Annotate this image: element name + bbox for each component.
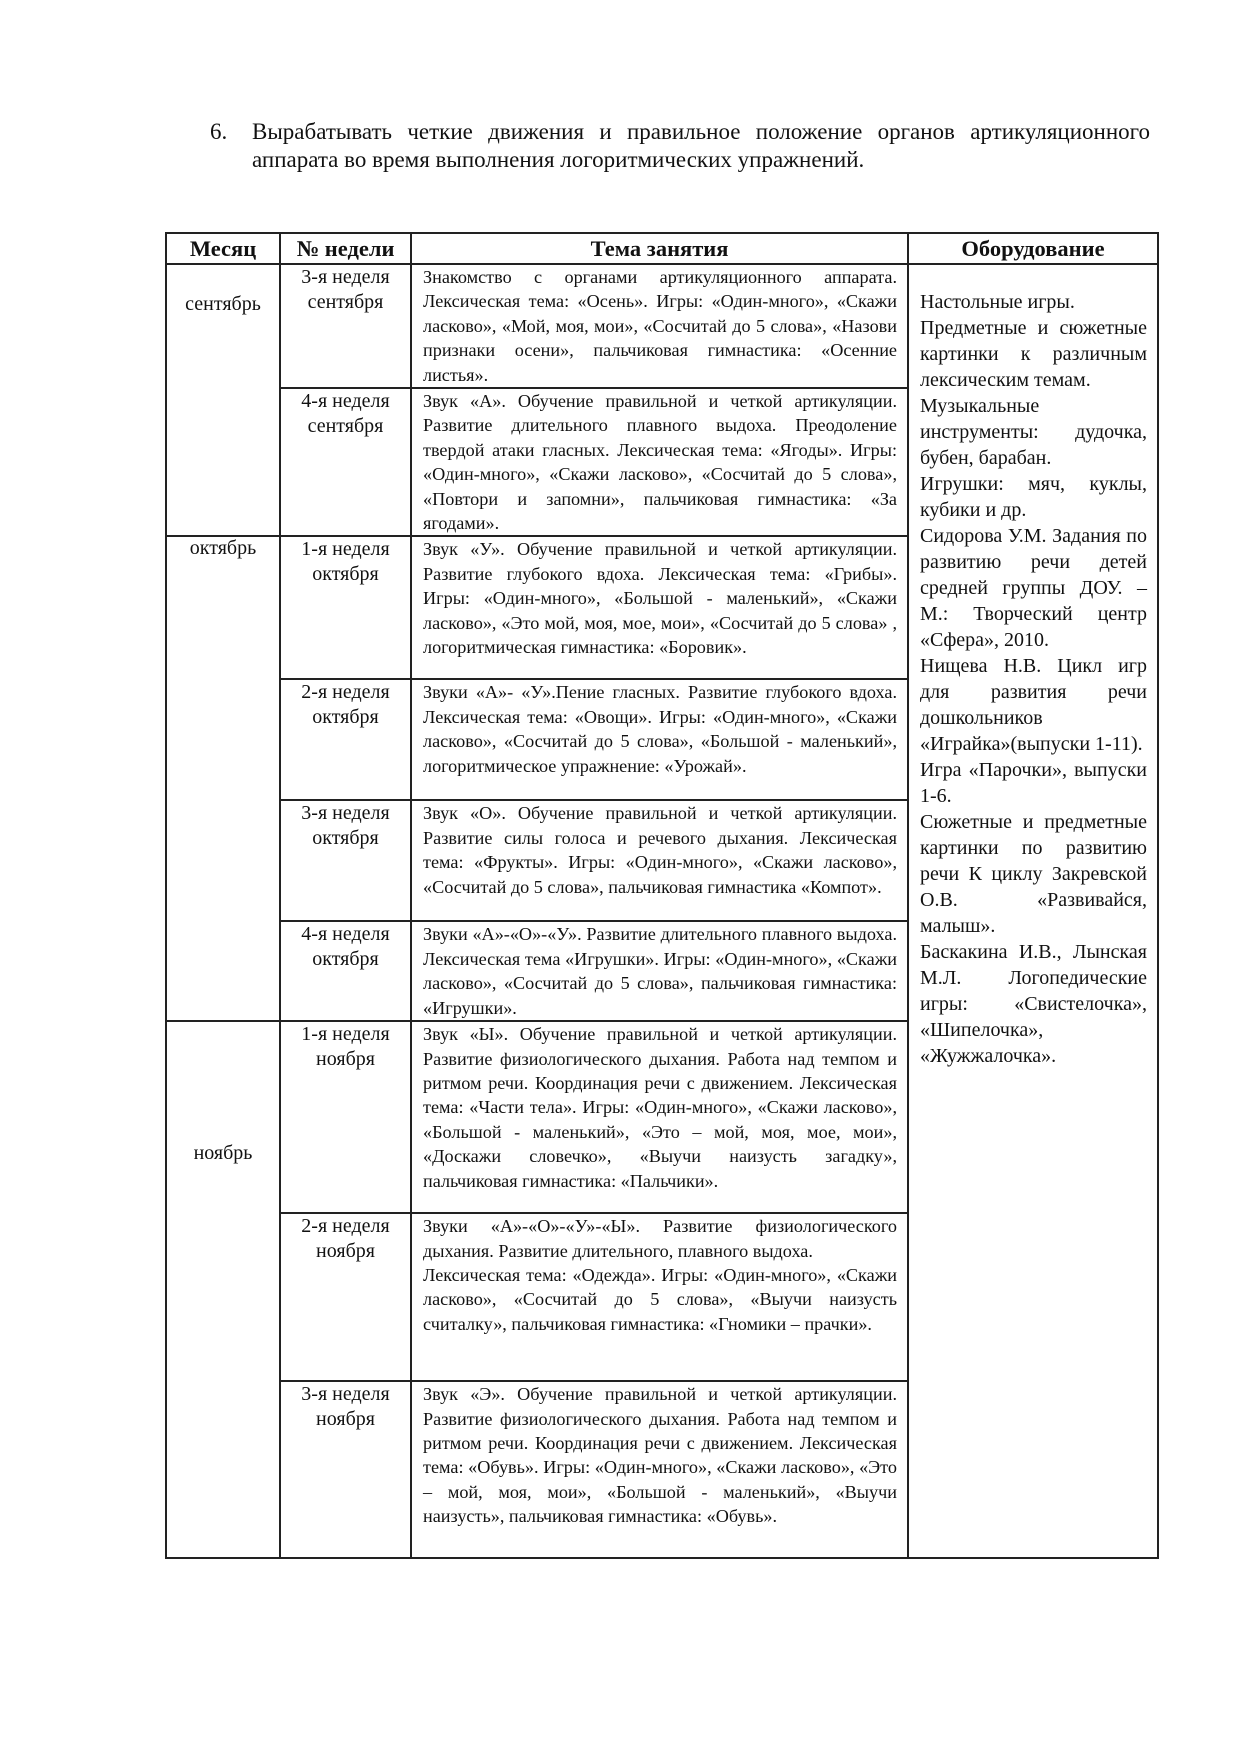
equipment-item: Сюжетные и предметные картинки по развитию речи К циклу Закревской О.В. «Развивайся, малыш». xyxy=(920,811,1147,937)
equipment-item: Настольные игры. xyxy=(920,291,1075,313)
topic-cell xyxy=(411,800,908,921)
header-equipment: Оборудование xyxy=(908,233,1158,264)
week-month: ноября xyxy=(316,1240,375,1263)
week-cell xyxy=(280,679,411,800)
week-cell xyxy=(280,800,411,921)
topic-text: Лексическая тема: «Одежда». Игры: «Один-много», «Скажи ласково», «Сосчитай до 5 слова», «Выучи наизусть считалку», пальчиковая гимнастика: «Гномики – прачки». xyxy=(423,1264,897,1334)
topic-text: Звуки «А»- «У».Пение гласных. Развитие глубокого вдоха. Лексическая тема: «Овощи». Игры: «Один-много», «Скажи ласково», «Сосчитай до 5 слова», «Большой - маленький», логоритмическое упражнение: «Урожай». xyxy=(423,682,897,776)
week-month: октября xyxy=(312,563,379,586)
topic-cell xyxy=(411,536,908,679)
week-cell xyxy=(280,388,411,536)
list-number: 6. xyxy=(210,119,228,144)
equipment-item: Предметные и сюжетные картинки к различным лексическим темам. xyxy=(920,317,1147,391)
week-cell xyxy=(280,536,411,679)
topic-cell xyxy=(411,1381,908,1558)
week-number: 4-я неделя xyxy=(301,390,390,413)
week-number: 4-я неделя xyxy=(301,923,390,946)
table-header-row xyxy=(166,233,1158,264)
equipment-spacer xyxy=(920,265,1147,289)
topic-text: Звук «Э». Обучение правильной и четкой артикуляции. Развитие физиологического дыхания. Работа над темпом и ритмом речи. Координация речи с движением. Лексическая тема: «Обувь». Игры: «Один-много», «Скажи ласково», «Это – мой, моя, мои», «Большой - маленький», «Выучи наизусть», пальчиковая гимнастика: «Обувь». xyxy=(423,1384,897,1527)
lesson-plan-table xyxy=(165,232,1159,1559)
equipment-item: Баскакина И.В., Лынская М.Л. Логопедические игры: «Свистелочка», «Шипелочка», «Жужжалочка». xyxy=(920,941,1147,1067)
week-cell xyxy=(280,1381,411,1558)
table-row xyxy=(166,264,1158,388)
equipment-item: Нищева Н.В. Цикл игр для развития речи дошкольников «Играйка»(выпуски 1-11). xyxy=(920,655,1147,755)
week-month: ноября xyxy=(316,1408,375,1431)
week-number: 3-я неделя xyxy=(301,266,390,288)
week-cell xyxy=(280,921,411,1021)
equipment-item: Сидорова У.М. Задания по развитию речи детей средней группы ДОУ. – М.: Творческий центр «Сфера», 2010. xyxy=(920,525,1147,651)
week-cell xyxy=(280,1213,411,1381)
week-number: 3-я неделя xyxy=(301,1383,390,1406)
week-month: октября xyxy=(312,827,379,850)
intro-list-item xyxy=(210,118,1150,174)
equipment-item: Игра «Парочки», выпуски 1-6. xyxy=(920,759,1147,807)
topic-cell xyxy=(411,388,908,536)
topic-text: Звук «Ы». Обучение правильной и четкой артикуляции. Развитие физиологического дыхания. Работа над темпом и ритмом речи. Координация речи с движением. Лексическая тема: «Части тела». Игры: «Один-много», «Скажи ласково», «Большой - маленький», «Это – мой, моя, мое, мои», «Доскажи словечко», «Выучи наизусть загадку», пальчиковая гимнастика: «Пальчики». xyxy=(423,1024,897,1191)
week-month: ноября xyxy=(316,1048,375,1071)
topic-cell xyxy=(411,1021,908,1213)
week-cell xyxy=(280,264,411,388)
week-month: сентября xyxy=(307,291,384,313)
equipment-item: Музыкальные инструменты: дудочка, бубен, барабан. xyxy=(920,395,1147,469)
week-number: 2-я неделя xyxy=(301,681,390,704)
week-cell xyxy=(280,1021,411,1213)
week-month: октября xyxy=(312,706,379,729)
week-month: сентября xyxy=(307,415,384,438)
topic-text: Звуки «А»-«О»-«У»-«Ы». Развитие физиологического дыхания. Развитие длительного, плавного выдоха. xyxy=(423,1216,897,1261)
equipment-item: Игрушки: мяч, куклы, кубики и др. xyxy=(920,473,1147,521)
header-topic: Тема занятия xyxy=(411,233,908,264)
list-text: Вырабатывать четкие движения и правильное положение органов артикуляционного аппарата во время выполнения логоритмических упражнений. xyxy=(252,119,1150,172)
week-month: октября xyxy=(312,948,379,971)
week-number: 1-я неделя xyxy=(301,1023,390,1046)
month-cell: октябрь xyxy=(166,536,280,1021)
week-number: 1-я неделя xyxy=(301,538,390,561)
month-cell: сентябрь xyxy=(166,264,280,536)
topic-cell xyxy=(411,264,908,388)
topic-cell xyxy=(411,679,908,800)
header-month: Месяц xyxy=(166,233,280,264)
topic-text: Знакомство с органами артикуляционного аппарата. Лексическая тема: «Осень». Игры: «Один-много», «Скажи ласково», «Мой, моя, мои», «Сосчитай до 5 слова», «Назови признаки осени», пальчиковая гимнастика: «Осенние листья». xyxy=(423,267,897,385)
topic-cell xyxy=(411,921,908,1021)
week-number: 2-я неделя xyxy=(301,1215,390,1238)
topic-text: Звуки «А»-«О»-«У». Развитие длительного плавного выдоха. Лексическая тема «Игрушки». Игры: «Один-много», «Скажи ласково», «Сосчитай до 5 слова», пальчиковая гимнастика: «Игрушки». xyxy=(423,924,897,1018)
header-week: № недели xyxy=(280,233,411,264)
topic-cell xyxy=(411,1213,908,1381)
week-number: 3-я неделя xyxy=(301,802,390,825)
month-cell: ноябрь xyxy=(166,1021,280,1558)
equipment-cell xyxy=(908,264,1158,1558)
topic-text: Звук «У». Обучение правильной и четкой артикуляции. Развитие глубокого вдоха. Лексическая тема: «Грибы». Игры: «Один-много», «Большой - маленький», «Скажи ласково», «Это мой, моя, мое, мои», «Сосчитай до 5 слова» , логоритмическая гимнастика: «Боровик». xyxy=(423,539,897,658)
topic-text: Звук «А». Обучение правильной и четкой артикуляции. Развитие длительного плавного выдоха. Преодоление твердой атаки гласных. Лексическая тема: «Ягоды». Игры: «Один-много», «Скажи ласково», «Сосчитай до 5 слова», «Повтори и запомни», пальчиковая гимнастика: «За ягодами». xyxy=(423,391,897,534)
topic-text: Звук «О». Обучение правильной и четкой артикуляции. Развитие силы голоса и речевого дыхания. Лексическая тема: «Фрукты». Игры: «Один-много», «Скажи ласково», «Сосчитай до 5 слова», пальчиковая гимнастика «Компот». xyxy=(423,803,897,897)
